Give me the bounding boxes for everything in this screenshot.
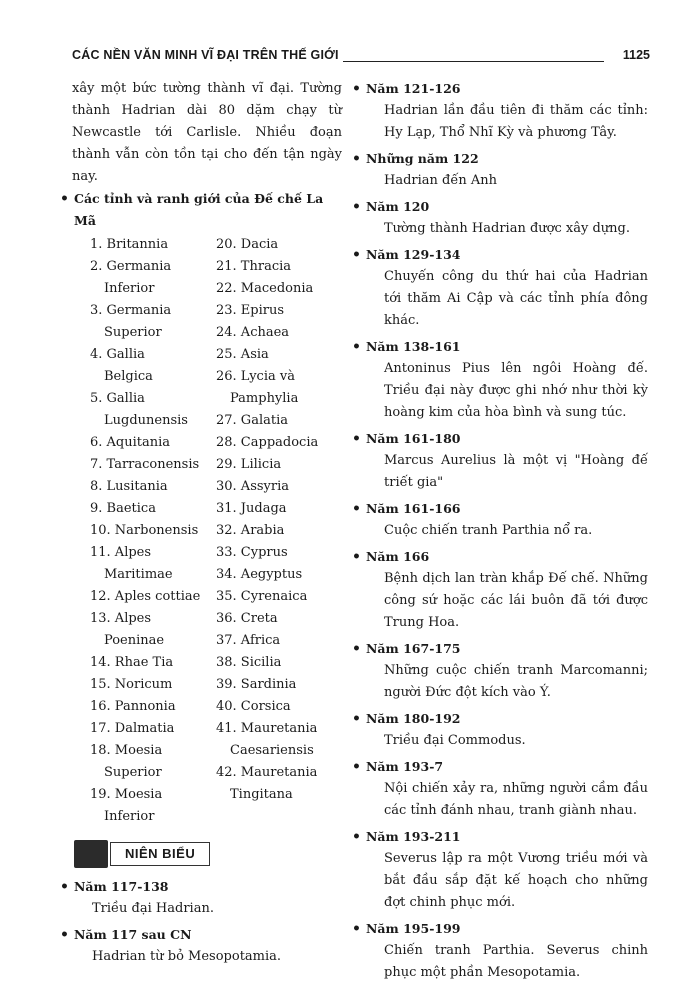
province-item: 39. Sardinia — [216, 677, 297, 692]
provinces-column-1 — [90, 234, 216, 828]
province-item: 4. Gallia — [90, 347, 145, 362]
timeline-year: • Năm 121-126 — [352, 78, 648, 100]
timeline-entry — [352, 826, 648, 914]
timeline-text: Hadrian lần đầu tiên đi thăm các tỉnh: Hy Lạp, Thổ Nhĩ Kỳ và phương Tây. — [384, 103, 648, 140]
timeline-year: • Năm 193-7 — [352, 756, 648, 778]
province-item: 2. Germania — [90, 259, 172, 274]
province-item: 34. Aegyptus — [216, 567, 303, 582]
timeline-year: • Năm 129-134 — [352, 244, 648, 266]
timeline-entry — [352, 336, 648, 424]
timeline-entry — [352, 428, 648, 494]
province-item: 27. Galatia — [216, 413, 288, 428]
province-item: Superior — [104, 325, 162, 340]
timeline-entry — [352, 148, 648, 192]
right-column — [352, 78, 648, 988]
province-item: 37. Africa — [216, 633, 281, 648]
timeline-entry — [352, 196, 648, 240]
province-item: Pamphylia — [230, 391, 299, 406]
province-item: 11. Alpes — [90, 545, 152, 560]
left-column — [60, 78, 342, 972]
timeline-text: Bệnh dịch lan tràn khắp Đế chế. Những công sứ hoặc các lái buôn đã tới được Trung Hoa. — [384, 571, 648, 630]
province-item: 24. Achaea — [216, 325, 290, 340]
timeline-year: • Năm 193-211 — [352, 826, 648, 848]
province-item: 18. Moesia — [90, 743, 163, 758]
timeline-year: • Năm 166 — [352, 546, 648, 568]
timeline-year: • Năm 180-192 — [352, 708, 648, 730]
province-item: 29. Lilicia — [216, 457, 282, 472]
timeline-text: Những cuộc chiến tranh Marcomanni; người Đức đột kích vào Ý. — [384, 663, 648, 700]
province-item: 3. Germania — [90, 303, 172, 318]
province-item: Superior — [104, 765, 162, 780]
province-item: 20. Dacia — [216, 237, 279, 252]
province-item: Tingitana — [230, 787, 293, 802]
timeline-year: • Năm 161-166 — [352, 498, 648, 520]
timeline-year: • Năm 120 — [352, 196, 648, 218]
timeline-year: • Năm 117-138 — [60, 876, 342, 898]
timeline-year: • Năm 195-199 — [352, 918, 648, 940]
timeline-entry — [352, 498, 648, 542]
province-item: 31. Judaga — [216, 501, 287, 516]
provinces-column-2 — [216, 234, 346, 828]
province-item: 32. Arabia — [216, 523, 285, 538]
timeline-entry — [352, 756, 648, 822]
province-item: 1. Britannia — [90, 237, 169, 252]
province-item: 23. Epirus — [216, 303, 285, 318]
province-item: 30. Assyria — [216, 479, 290, 494]
running-title: CÁC NỀN VĂN MINH VĨ ĐẠI TRÊN THẾ GIỚI — [72, 48, 343, 62]
timeline-text: Chuyến công du thứ hai của Hadrian tới thăm Ai Cập và các tỉnh phía đông khác. — [384, 269, 648, 328]
province-item: Caesariensis — [230, 743, 314, 758]
chronology-icon — [74, 840, 108, 868]
province-item: 15. Noricum — [90, 677, 173, 692]
provinces-heading: • Các tỉnh và ranh giới của Đế chế La Mã — [60, 188, 342, 232]
province-item: 36. Creta — [216, 611, 278, 626]
province-item: 17. Dalmatia — [90, 721, 175, 736]
province-item: 9. Baetica — [90, 501, 156, 516]
province-item: 13. Alpes — [90, 611, 152, 626]
province-item: 42. Mauretania — [216, 765, 318, 780]
province-item: 26. Lycia và — [216, 369, 295, 384]
province-item: 10. Narbonensis — [90, 523, 199, 538]
province-item: 33. Cyprus — [216, 545, 288, 560]
province-item: 12. Aples cottiae — [90, 589, 201, 604]
province-item: 16. Pannonia — [90, 699, 176, 714]
timeline-year: • Năm 138-161 — [352, 336, 648, 358]
timeline-text: Antoninus Pius lên ngôi Hoàng đế. Triều đại này được ghi nhớ như thời kỳ hoàng kim của hòa bình và sung túc. — [384, 361, 648, 420]
province-item: 41. Mauretania — [216, 721, 318, 736]
chronology-title: NIÊN BIỂU — [110, 842, 210, 866]
timeline-year: • Những năm 122 — [352, 148, 648, 170]
timeline-year: • Năm 117 sau CN — [60, 924, 342, 946]
province-item: Belgica — [104, 369, 153, 384]
timeline-text: Marcus Aurelius là một vị "Hoàng đế triết gia" — [384, 453, 648, 490]
province-item: Poeninae — [104, 633, 165, 648]
timeline-text: Hadrian từ bỏ Mesopotamia. — [92, 949, 282, 964]
province-item: 40. Corsica — [216, 699, 291, 714]
province-item: 25. Asia — [216, 347, 269, 362]
province-item: 21. Thracia — [216, 259, 292, 274]
province-item: 6. Aquitania — [90, 435, 171, 450]
province-item: Inferior — [104, 281, 155, 296]
timeline-text: Tường thành Hadrian được xây dựng. — [384, 221, 630, 236]
timeline-text: Nội chiến xảy ra, những người cầm đầu các tỉnh đánh nhau, tranh giành nhau. — [384, 781, 648, 818]
province-item: Inferior — [104, 809, 155, 824]
province-item: 28. Cappadocia — [216, 435, 319, 450]
page-number: 1125 — [619, 48, 650, 62]
timeline-text: Triều đại Commodus. — [384, 733, 526, 748]
province-item: 5. Gallia — [90, 391, 145, 406]
timeline-entry — [352, 918, 648, 984]
timeline-year: • Năm 161-180 — [352, 428, 648, 450]
province-item: 14. Rhae Tia — [90, 655, 174, 670]
province-item: 38. Sicilia — [216, 655, 282, 670]
page-header — [72, 46, 650, 66]
province-item: 8. Lusitania — [90, 479, 168, 494]
timeline-year: • Năm 167-175 — [352, 638, 648, 660]
timeline-text: Cuộc chiến tranh Parthia nổ ra. — [384, 523, 593, 538]
timeline-entry — [352, 78, 648, 144]
timeline-text: Severus lập ra một Vương triều mới và bắt đầu sắp đặt kế hoạch cho những đợt chinh phục mới. — [384, 851, 648, 910]
provinces-list — [90, 234, 342, 828]
timeline-text: Chiến tranh Parthia. Severus chinh phục một phần Mesopotamia. — [384, 943, 648, 980]
province-item: 19. Moesia — [90, 787, 163, 802]
timeline-entry — [352, 638, 648, 704]
province-item: Lugdunensis — [104, 413, 188, 428]
timeline-text: Hadrian đến Anh — [384, 173, 497, 188]
timeline-entry — [352, 546, 648, 634]
timeline-text: Triều đại Hadrian. — [92, 901, 214, 916]
province-item: 35. Cyrenaica — [216, 589, 308, 604]
timeline-entry — [352, 244, 648, 332]
province-item: 22. Macedonia — [216, 281, 314, 296]
province-item: Maritimae — [104, 567, 173, 582]
chronology-banner — [74, 840, 342, 868]
timeline-entry — [352, 708, 648, 752]
intro-paragraph: xây một bức tường thành vĩ đại. Tường thành Hadrian dài 80 dặm chạy từ Newcastle tới Carlisle. Nhiều đoạn thành vẫn còn tồn tại cho đến tận ngày nay. — [72, 81, 342, 184]
province-item: 7. Tarraconensis — [90, 457, 200, 472]
